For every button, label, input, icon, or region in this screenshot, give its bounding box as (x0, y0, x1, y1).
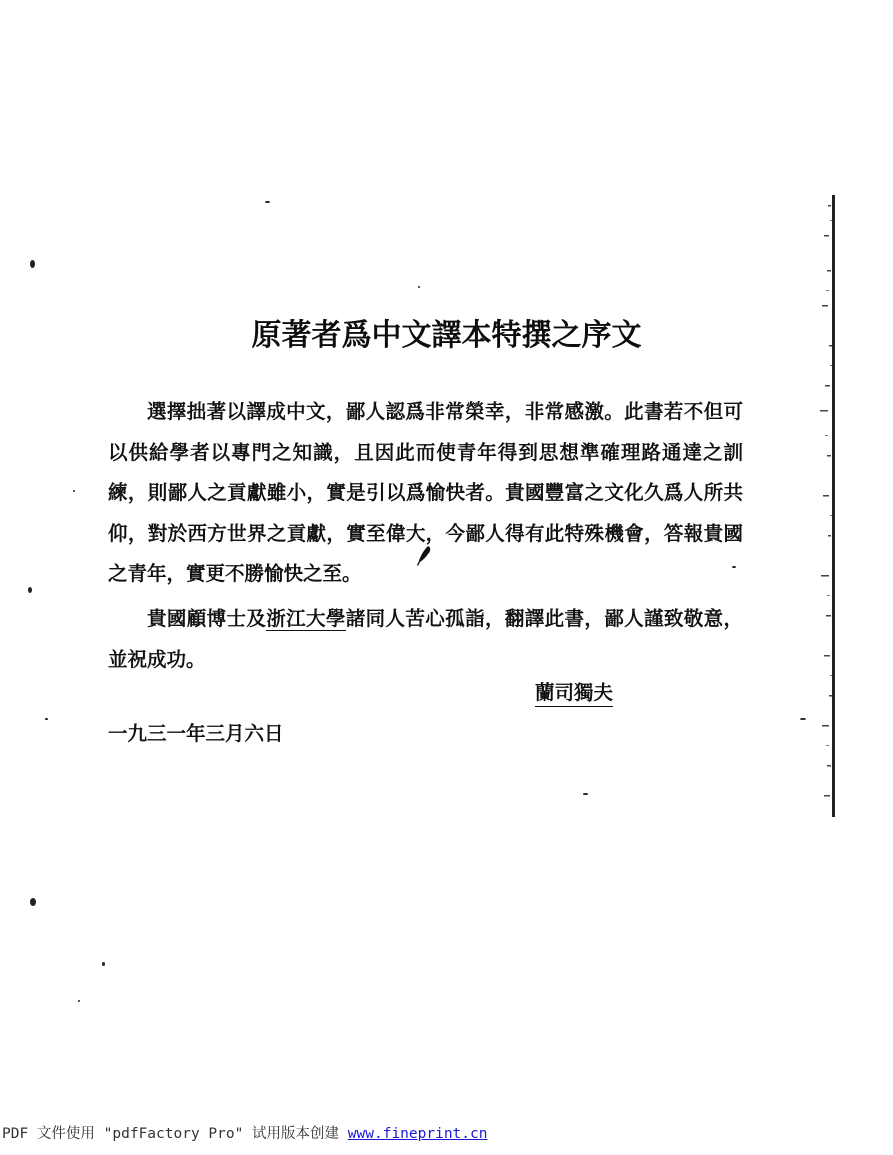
footer-text: PDF 文件使用 "pdfFactory Pro" 试用版本创建 (2, 1126, 348, 1142)
scan-speck (73, 490, 75, 492)
paragraph-2 (108, 599, 743, 680)
scan-speck (102, 962, 105, 966)
paragraph-2-text-b: 諸同人苦心孤詣，翻譯此書，鄙人謹致敬意，並祝成功。 (108, 607, 743, 671)
paragraph-2-text-a: 貴國顧博士及 (147, 607, 267, 630)
document-title: 原著者爲中文譯本特撰之序文 (251, 318, 642, 353)
paragraph-1: 選擇拙著以譯成中文，鄙人認爲非常榮幸，非常感激。此書若不但可以供給學者以專門之知識，且因此而使青年得到思想準確理路通達之訓練，則鄙人之貢獻雖小，實是引以爲愉快者。貴國豐富之文化久爲人所共仰，對於西方世界之貢獻，實至偉大，今鄙人得有此特殊機會，答報貴國之青年，實更不勝愉快之至。 (108, 400, 743, 585)
scan-speck (800, 718, 806, 720)
scan-speck (28, 587, 32, 593)
scan-speck (78, 1000, 80, 1002)
scan-edge-shadow (818, 195, 836, 817)
scan-speck (30, 260, 35, 268)
document-body (108, 392, 743, 680)
scan-speck (583, 793, 588, 795)
scan-speck (30, 898, 36, 906)
ink-blot-mark (416, 545, 432, 567)
pdf-footer (2, 1122, 487, 1143)
document-date: 一九三一年三月六日 (108, 722, 284, 745)
scan-speck (265, 201, 270, 203)
scan-speck (45, 718, 48, 720)
author-signature: 蘭司獨夫 (535, 680, 613, 707)
university-name: 浙江大學 (266, 607, 346, 630)
scan-speck (418, 286, 420, 288)
footer-link[interactable]: www.fineprint.cn (347, 1126, 488, 1142)
scan-speck (732, 566, 736, 568)
